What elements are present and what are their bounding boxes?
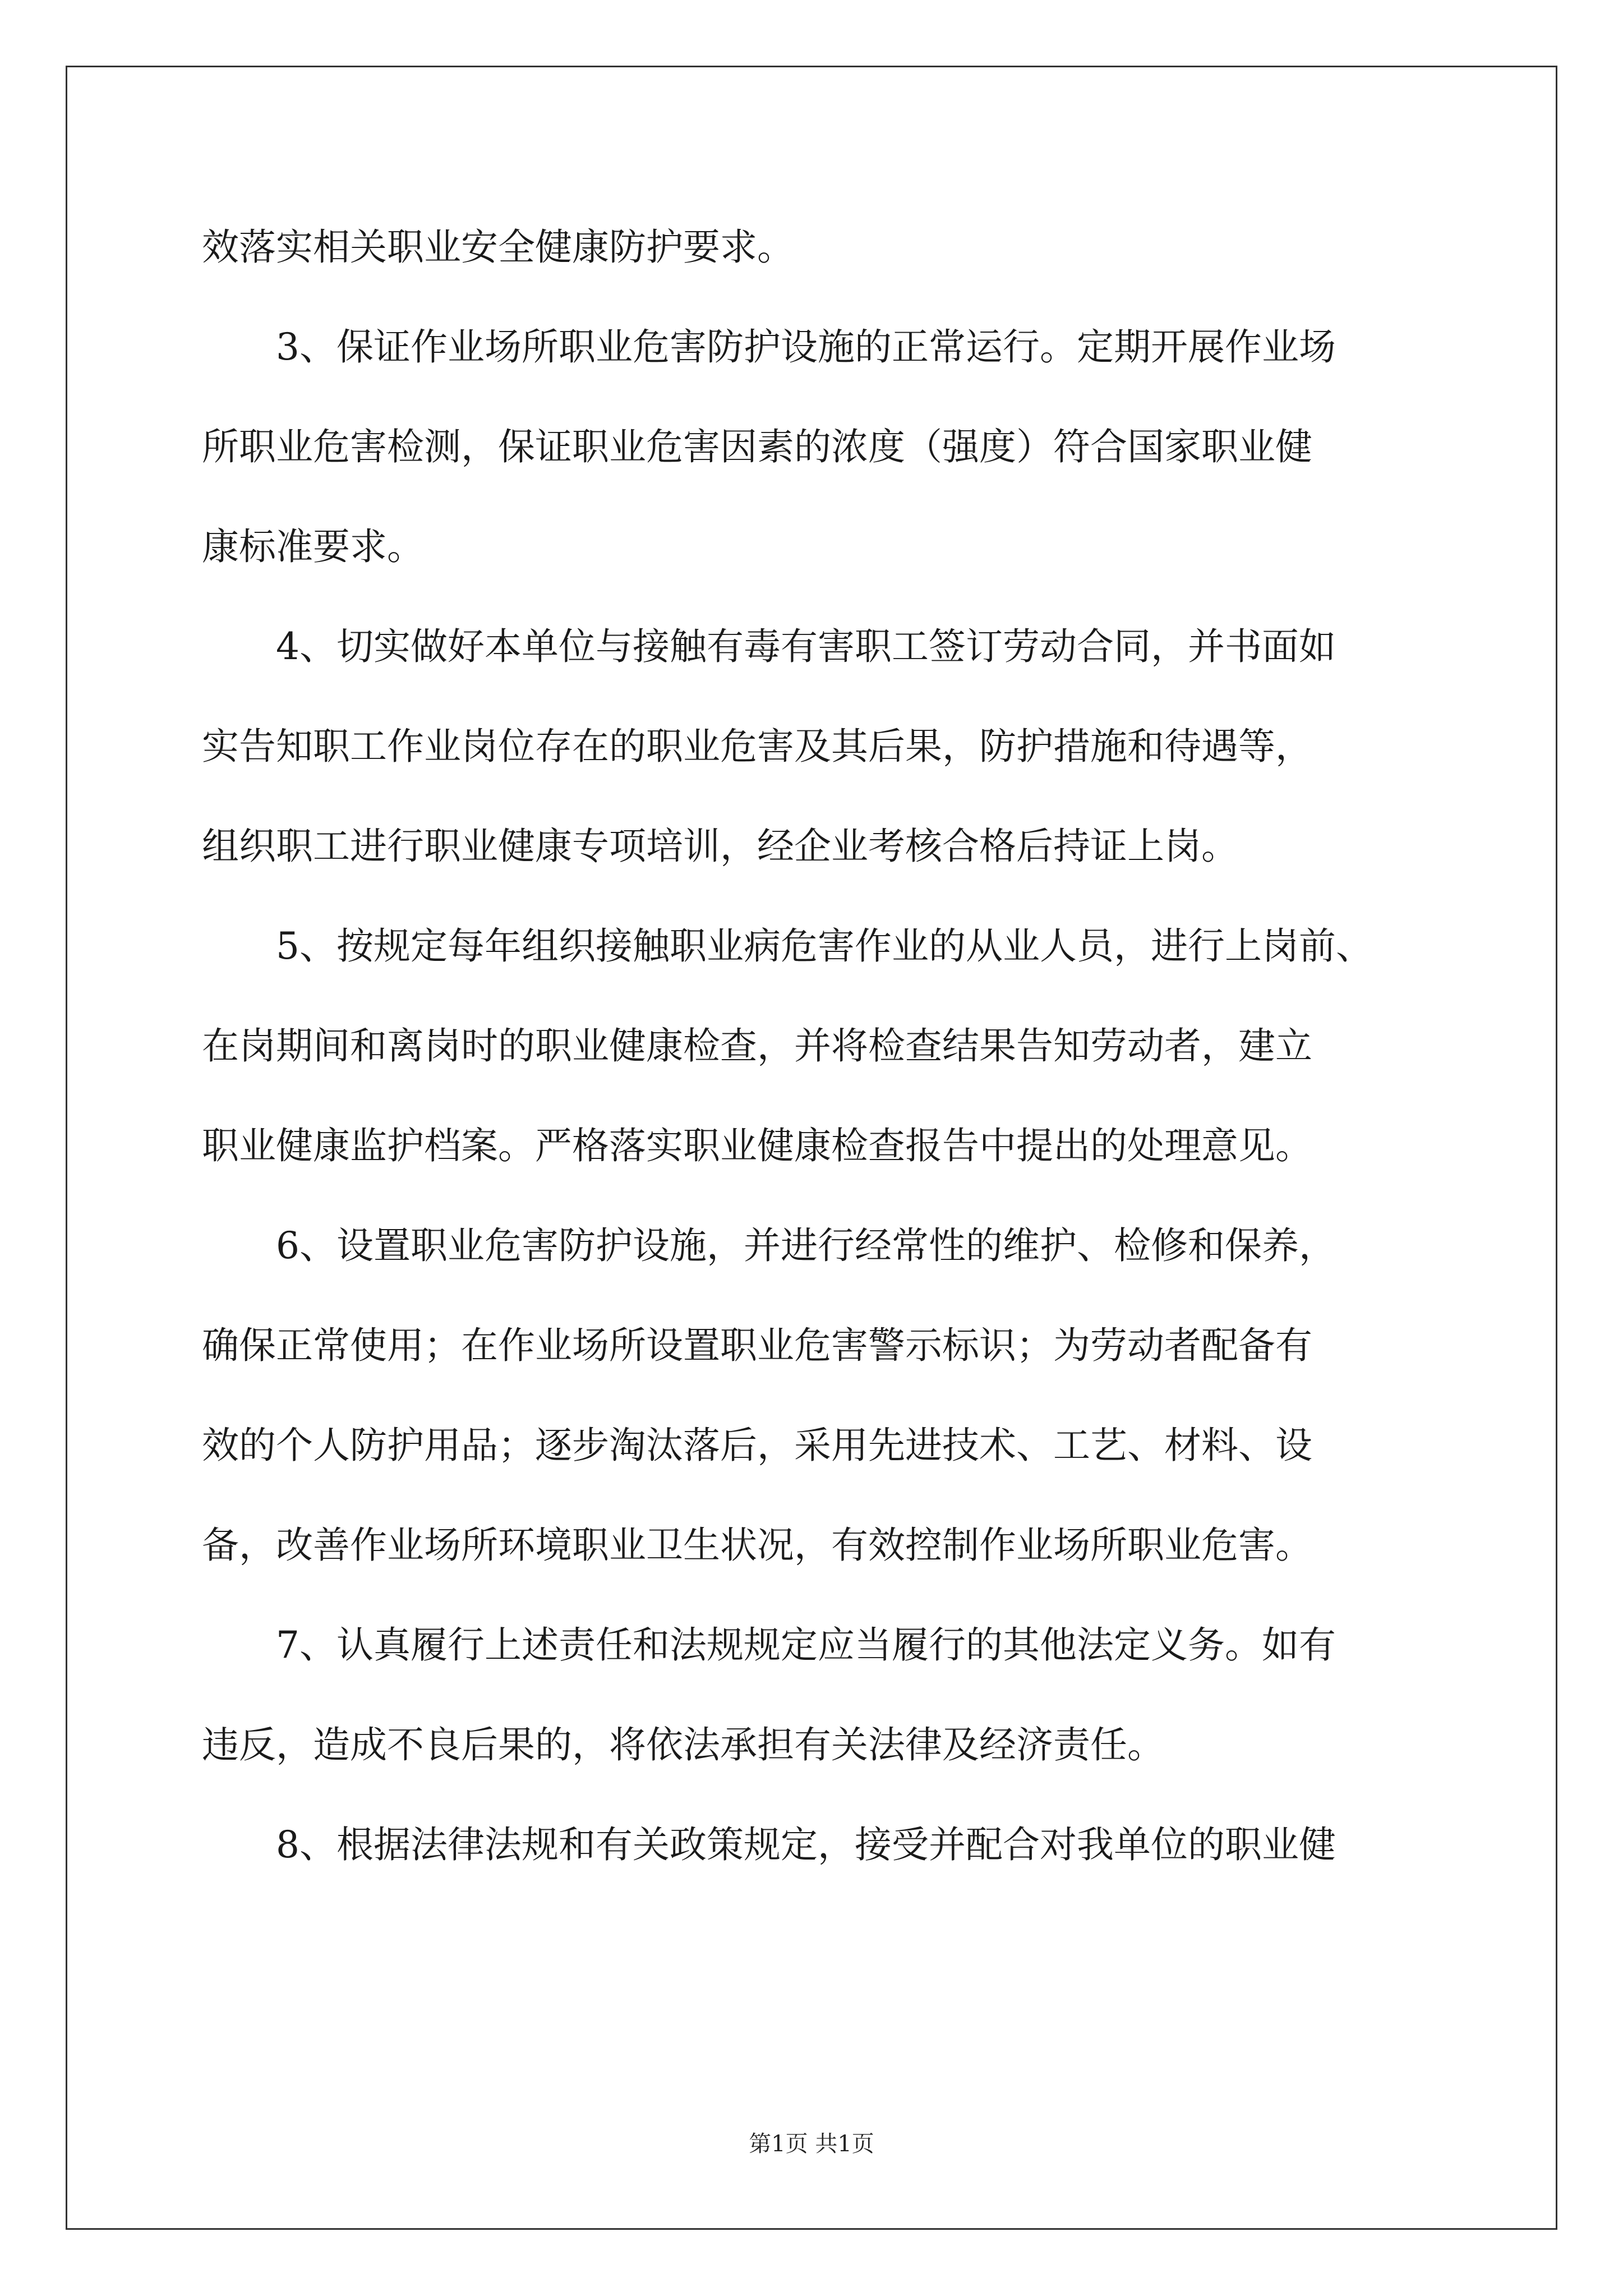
text-line-15: 7、认真履行上述责任和法规规定应当履行的其他法定义务。如有 <box>276 1623 1336 1667</box>
text-line-2: 3、保证作业场所职业危害防护设施的正常运行。定期开展作业场 <box>276 325 1336 369</box>
text-line-13: 效的个人防护用品；逐步淘汰落后，采用先进技术、工艺、材料、设 <box>202 1424 1312 1467</box>
text-line-3: 所职业危害检测，保证职业危害因素的浓度（强度）符合国家职业健 <box>202 425 1312 468</box>
text-line-7: 组织职工进行职业健康专项培训，经企业考核合格后持证上岗。 <box>202 825 1238 868</box>
text-line-11: 6、设置职业危害防护设施，并进行经常性的维护、检修和保养， <box>276 1224 1336 1267</box>
text-line-8: 5、按规定每年组织接触职业病危害作业的从业人员，进行上岗前、 <box>276 924 1373 968</box>
text-line-16: 违反，造成不良后果的，将依法承担有关法律及经济责任。 <box>202 1723 1164 1766</box>
page-footer: 第1页 共1页 <box>749 2131 874 2157</box>
document-body <box>202 197 1424 1895</box>
text-line-17: 8、根据法律法规和有关政策规定，接受并配合对我单位的职业健 <box>276 1823 1336 1866</box>
text-line-5: 4、切实做好本单位与接触有毒有害职工签订劳动合同，并书面如 <box>276 625 1336 668</box>
text-line-10: 职业健康监护档案。严格落实职业健康检查报告中提出的处理意见。 <box>202 1124 1312 1167</box>
text-line-1: 效落实相关职业安全健康防护要求。 <box>202 226 794 269</box>
text-line-12: 确保正常使用；在作业场所设置职业危害警示标识；为劳动者配备有 <box>202 1324 1312 1367</box>
text-line-9: 在岗期间和离岗时的职业健康检查，并将检查结果告知劳动者，建立 <box>202 1024 1312 1068</box>
text-line-14: 备，改善作业场所环境职业卫生状况，有效控制作业场所职业危害。 <box>202 1524 1312 1567</box>
text-line-4: 康标准要求。 <box>202 525 424 568</box>
text-line-6: 实告知职工作业岗位存在的职业危害及其后果，防护措施和待遇等， <box>202 725 1312 768</box>
